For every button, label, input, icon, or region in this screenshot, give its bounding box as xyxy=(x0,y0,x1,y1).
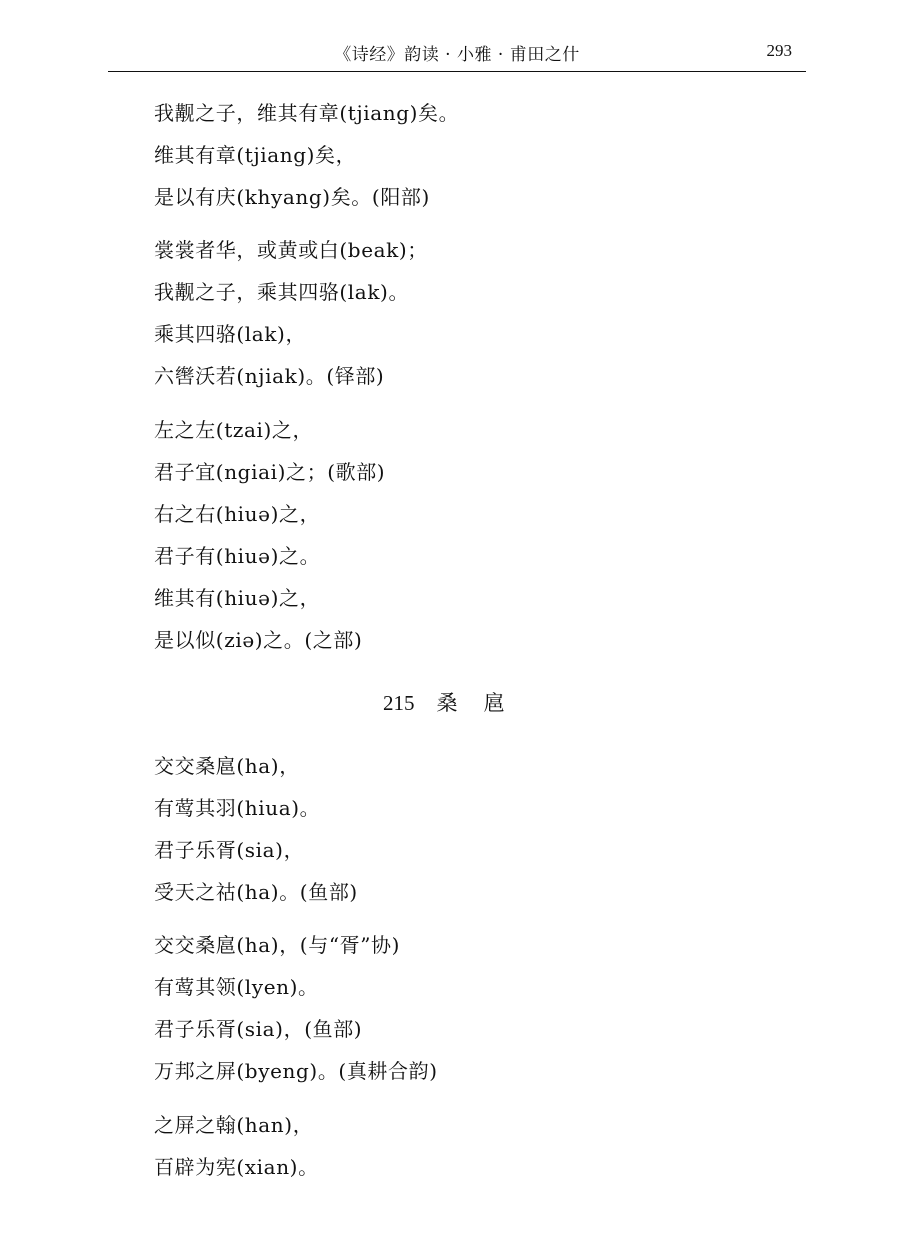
page-header xyxy=(108,36,806,72)
poem-line: 君子有(hiuə)之。 xyxy=(154,544,321,568)
poem-line: 君子宜(ngiai)之；(歌部) xyxy=(154,460,386,484)
poem-line: 我觏之子，乘其四骆(lak)。 xyxy=(154,280,410,304)
poem-line: 维其有章(tjiang)矣， xyxy=(154,143,357,167)
poem-line: 是以有庆(khyang)矣。(阳部) xyxy=(154,185,430,209)
poem-line: 君子乐胥(sia)， xyxy=(154,838,305,862)
section-title-char: 桑 xyxy=(436,691,458,715)
section-title-char: 扈 xyxy=(483,691,505,715)
poem-line: 有莺其领(lyen)。 xyxy=(154,975,319,999)
poem-line: 是以似(ziə)之。(之部) xyxy=(154,628,363,652)
poem-line: 交交桑扈(ha)，(与“胥”协) xyxy=(154,933,401,957)
header-rule xyxy=(108,71,806,72)
page-number: 293 xyxy=(766,41,792,60)
poem-line: 我觏之子，维其有章(tjiang)矣。 xyxy=(154,101,460,125)
poem-line: 交交桑扈(ha)， xyxy=(154,754,300,778)
poem-line: 左之左(tzai)之， xyxy=(154,418,314,442)
poem-line: 有莺其羽(hiua)。 xyxy=(154,796,321,820)
poem-line: 右之右(hiuə)之， xyxy=(154,502,321,526)
poem-line: 六辔沃若(njiak)。(铎部) xyxy=(154,364,385,388)
poem-line: 百辟为宪(xian)。 xyxy=(154,1155,319,1179)
section-heading xyxy=(383,690,505,716)
running-header-title: 《诗经》韵读 · 小雅 · 甫田之什 xyxy=(334,45,580,65)
poem-line: 维其有(hiuə)之， xyxy=(154,586,321,610)
poem-line: 受天之祜(ha)。(鱼部) xyxy=(154,880,358,904)
poem-line: 之屏之翰(han)， xyxy=(154,1113,314,1137)
poem-line: 乘其四骆(lak)， xyxy=(154,322,307,346)
poem-line: 君子乐胥(sia)，(鱼部) xyxy=(154,1017,363,1041)
poem-line: 裳裳者华，或黄或白(beak)； xyxy=(154,238,428,262)
poem-line: 万邦之屏(byeng)。(真耕合韵) xyxy=(154,1059,438,1083)
section-number: 215 xyxy=(383,691,415,715)
